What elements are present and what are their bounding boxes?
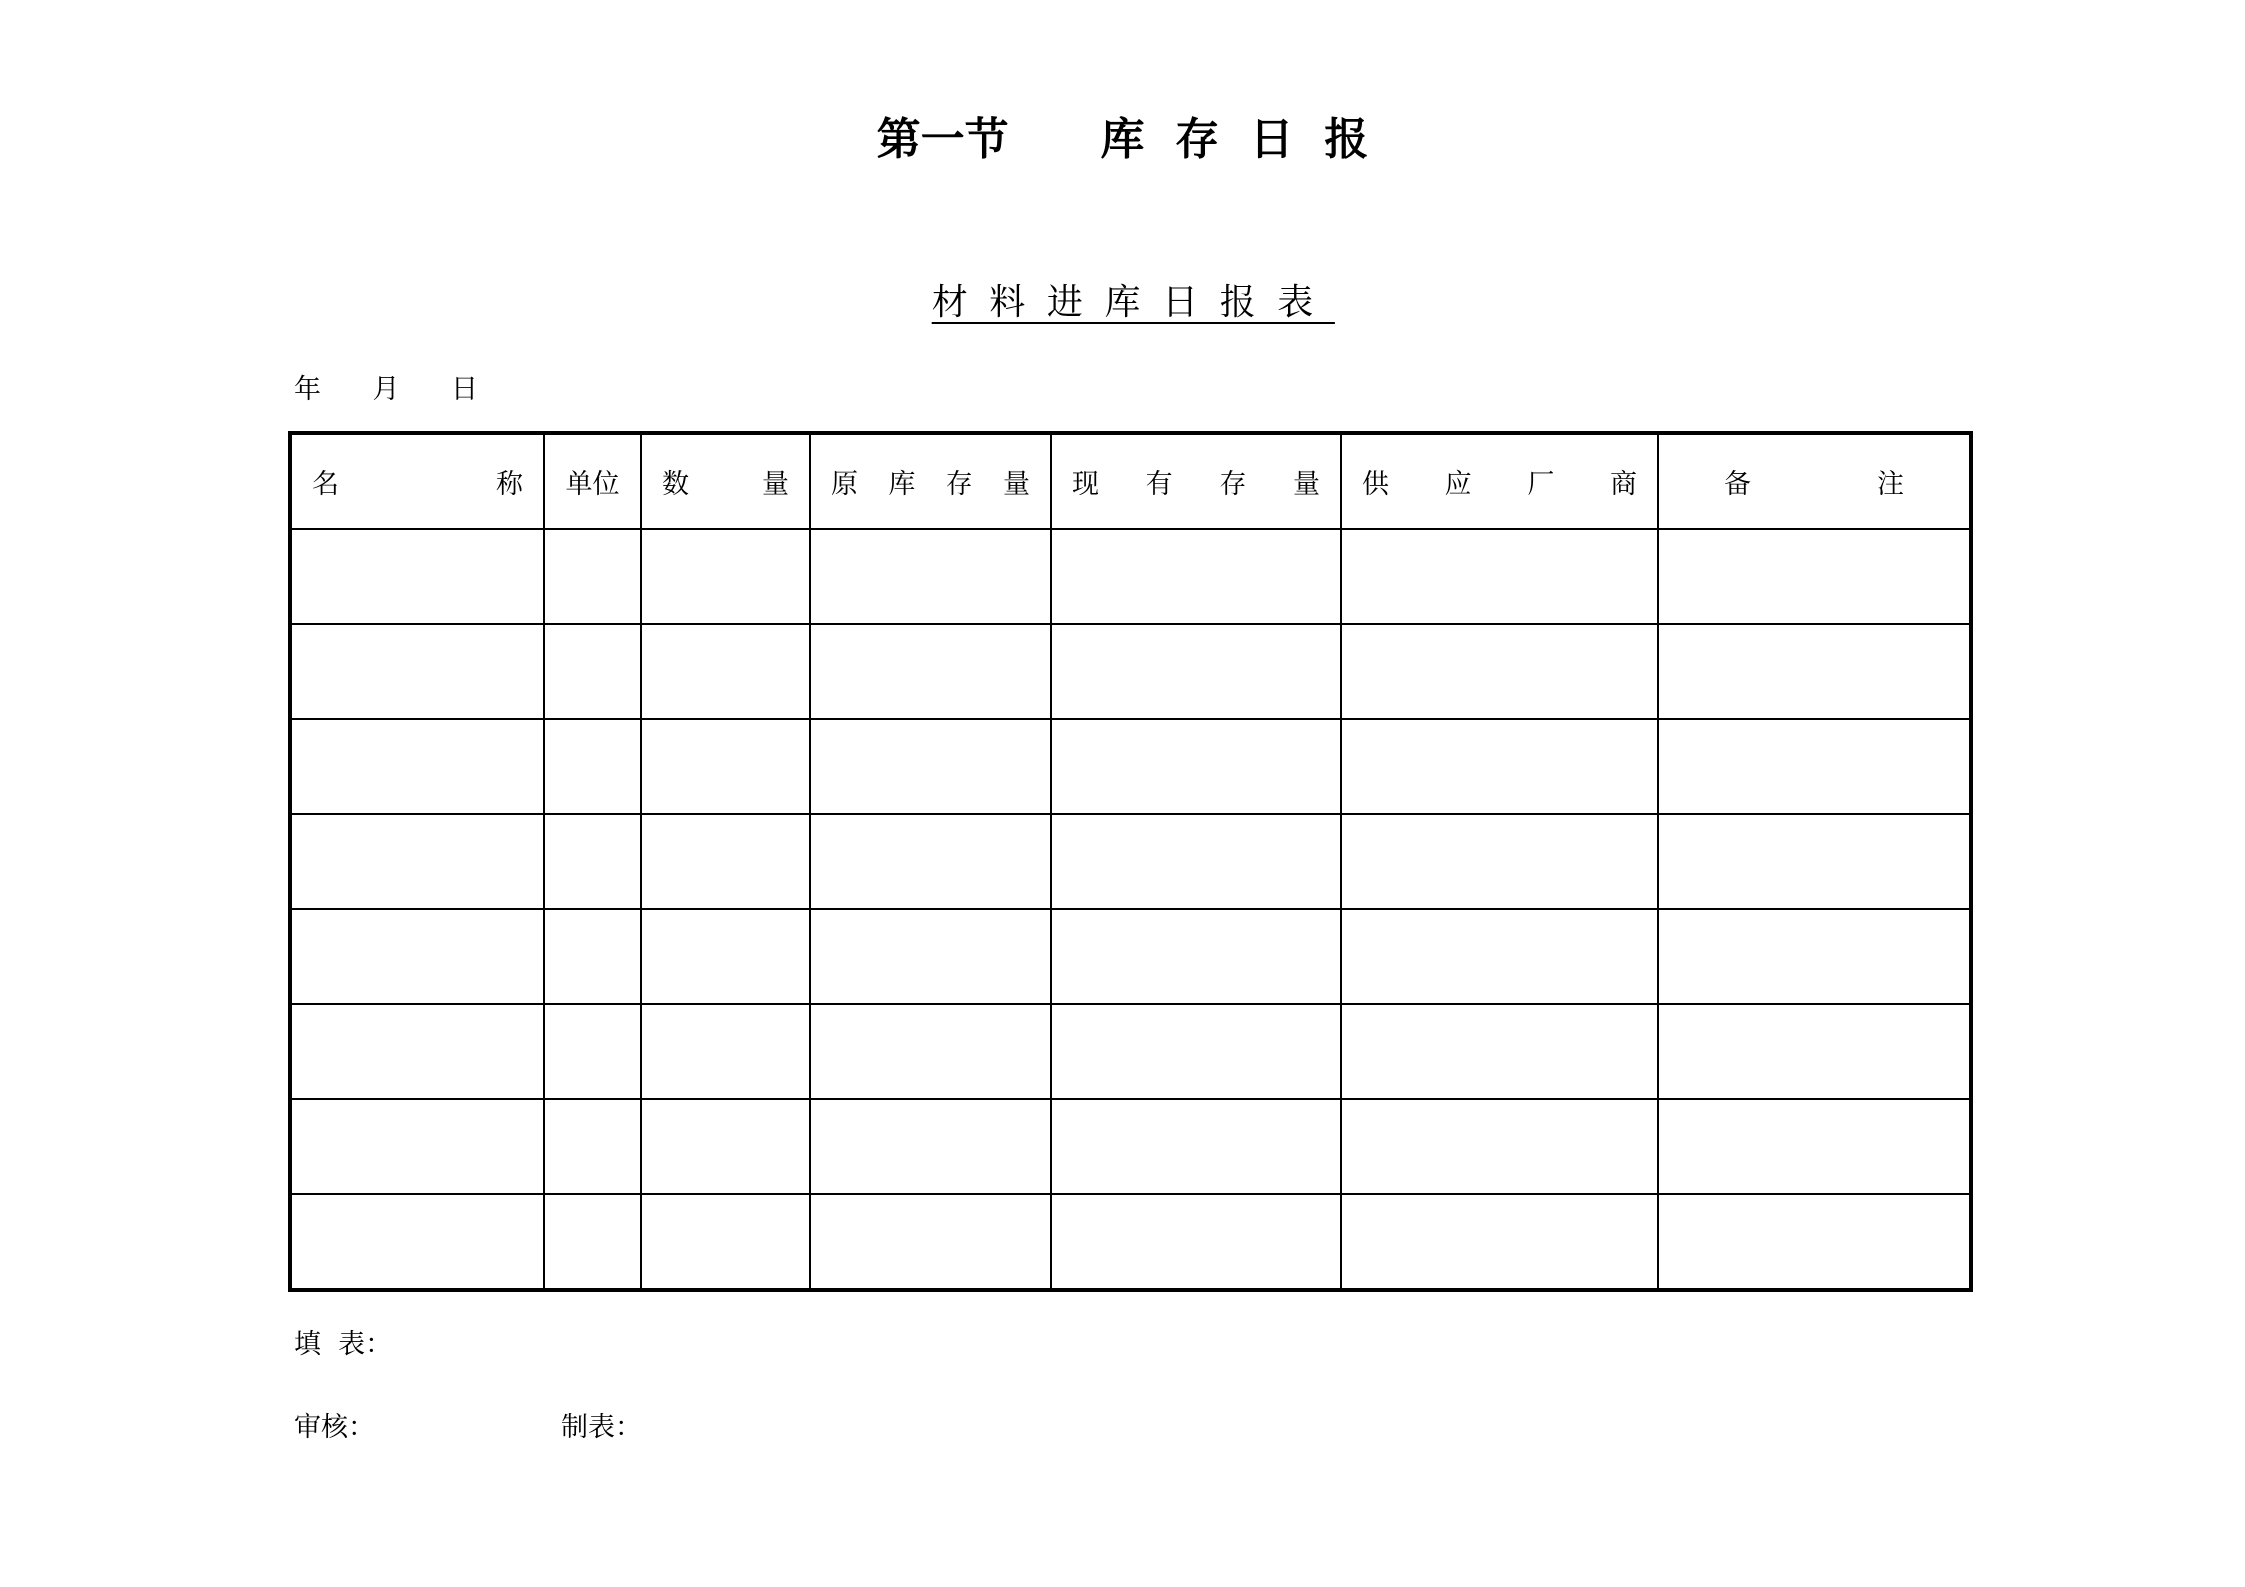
table-cell[interactable] [641, 624, 810, 719]
table-cell[interactable] [290, 719, 544, 814]
column-header-text: 称 [496, 469, 523, 500]
table-cell[interactable] [1658, 719, 1971, 814]
column-header-text: 名 [312, 469, 339, 500]
column-header-text: 有 [1145, 469, 1173, 500]
table-cell[interactable] [544, 1194, 641, 1290]
table-cell[interactable] [1658, 1194, 1971, 1290]
table-cell[interactable] [1658, 1099, 1971, 1194]
table-cell[interactable] [641, 1004, 810, 1099]
table-row [290, 1004, 1971, 1099]
table-cell[interactable] [810, 1194, 1051, 1290]
table-cell[interactable] [810, 529, 1051, 624]
table-row [290, 624, 1971, 719]
column-header-text: 备 [1724, 469, 1751, 500]
column-header-text: 厂 [1527, 469, 1555, 500]
table-cell[interactable] [1341, 1004, 1658, 1099]
column-header-text: 应 [1444, 469, 1472, 500]
review-label: 审核： [294, 1412, 375, 1443]
table-row [290, 1194, 1971, 1290]
table-header-row [290, 433, 1971, 529]
table-cell[interactable] [1341, 1099, 1658, 1194]
column-header-2 [544, 433, 641, 529]
table-cell[interactable] [810, 1099, 1051, 1194]
table-row [290, 1099, 1971, 1194]
table-cell[interactable] [544, 1004, 641, 1099]
table-cell[interactable] [1051, 624, 1341, 719]
table-cell[interactable] [290, 1194, 544, 1290]
table-row [290, 719, 1971, 814]
column-header-6 [1341, 433, 1658, 529]
column-header-5 [1051, 433, 1341, 529]
column-header-text: 存 [945, 469, 973, 500]
table-cell[interactable] [290, 909, 544, 1004]
table-cell[interactable] [1341, 529, 1658, 624]
table-cell[interactable] [810, 814, 1051, 909]
table-row [290, 814, 1971, 909]
table-cell[interactable] [810, 1004, 1051, 1099]
table-cell[interactable] [1051, 529, 1341, 624]
table-cell[interactable] [641, 529, 810, 624]
table-cell[interactable] [810, 909, 1051, 1004]
table-cell[interactable] [1341, 814, 1658, 909]
table-cell[interactable] [1051, 814, 1341, 909]
column-header-7 [1658, 433, 1971, 529]
column-header-text: 数 [662, 469, 689, 500]
table-cell[interactable] [1658, 529, 1971, 624]
stock-in-report-table [288, 431, 1973, 1292]
table-cell[interactable] [1051, 1194, 1341, 1290]
column-header-text: 量 [762, 469, 789, 500]
table-cell[interactable] [1658, 814, 1971, 909]
make-label: 制表： [561, 1412, 642, 1443]
table-cell[interactable] [810, 624, 1051, 719]
table-cell[interactable] [544, 814, 641, 909]
table-cell[interactable] [641, 1099, 810, 1194]
column-header-3 [641, 433, 810, 529]
table-cell[interactable] [290, 1099, 544, 1194]
table-cell[interactable] [641, 909, 810, 1004]
table-cell[interactable] [1658, 1004, 1971, 1099]
table-cell[interactable] [290, 624, 544, 719]
column-header-text: 供 [1362, 469, 1389, 500]
table-cell[interactable] [1051, 1099, 1341, 1194]
table-cell[interactable] [544, 529, 641, 624]
table-cell[interactable] [1341, 1194, 1658, 1290]
date-line: 年 月 日 [294, 374, 478, 405]
table-cell[interactable] [290, 529, 544, 624]
fill-label: 填 表： [294, 1329, 393, 1360]
table-cell[interactable] [1658, 624, 1971, 719]
table-cell[interactable] [1341, 624, 1658, 719]
table-cell[interactable] [641, 719, 810, 814]
column-header-text: 现 [1072, 469, 1099, 500]
table-cell[interactable] [544, 1099, 641, 1194]
table-cell[interactable] [290, 814, 544, 909]
table-row [290, 529, 1971, 624]
form-title [0, 278, 2245, 328]
table-cell[interactable] [1051, 1004, 1341, 1099]
table-cell[interactable] [1341, 719, 1658, 814]
form-title-text: 材料进库日报表 [931, 282, 1335, 323]
table-cell[interactable] [544, 719, 641, 814]
table-cell[interactable] [810, 719, 1051, 814]
column-header-text: 原 [831, 469, 858, 500]
table-cell[interactable] [1341, 909, 1658, 1004]
column-header-text: 存 [1219, 469, 1247, 500]
table-cell[interactable] [1658, 909, 1971, 1004]
table-cell[interactable] [544, 909, 641, 1004]
table-cell[interactable] [641, 814, 810, 909]
section-title: 第一节 库 存 日 报 [876, 114, 1369, 165]
table-cell[interactable] [641, 1194, 810, 1290]
table-cell[interactable] [1051, 719, 1341, 814]
column-header-text: 量 [1292, 469, 1320, 500]
table-cell[interactable] [544, 624, 641, 719]
column-header-text: 注 [1877, 469, 1904, 500]
column-header-text: 单位 [565, 469, 620, 500]
column-header-text: 商 [1609, 469, 1637, 500]
column-header-text: 库 [888, 469, 916, 500]
column-header-1 [290, 433, 544, 529]
table-cell[interactable] [1051, 909, 1341, 1004]
table-row [290, 909, 1971, 1004]
column-header-text: 量 [1002, 469, 1030, 500]
column-header-4 [810, 433, 1051, 529]
table-cell[interactable] [290, 1004, 544, 1099]
